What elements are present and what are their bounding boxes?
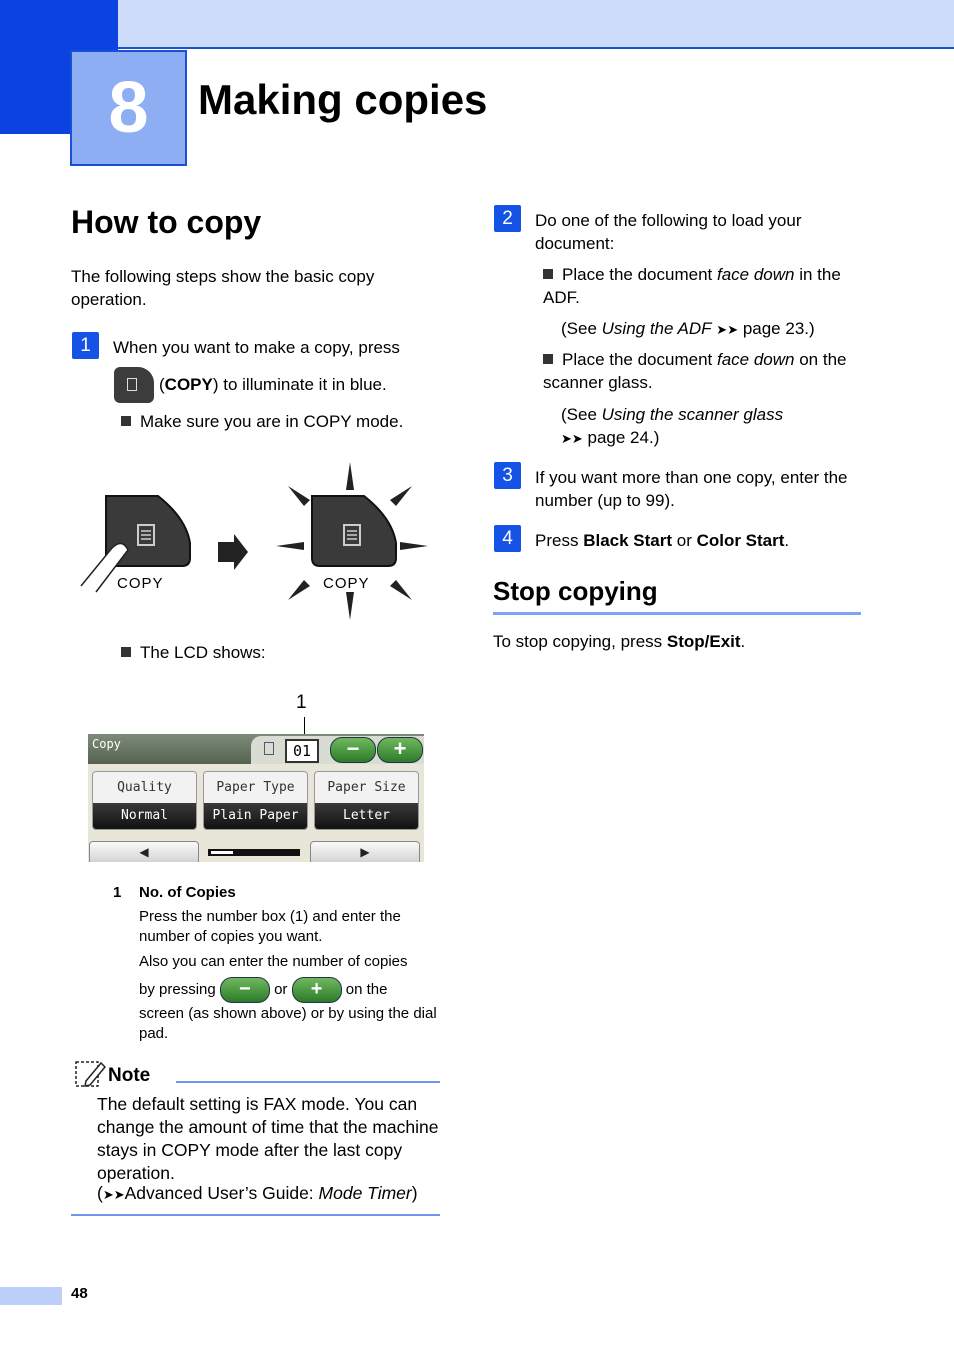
page-number: 48	[71, 1285, 88, 1302]
step-number-1: 1	[72, 332, 99, 359]
note-rule-bottom	[71, 1214, 440, 1216]
double-arrow-icon: ➤➤	[561, 431, 583, 446]
step2-bullet2-ref: (See Using the scanner glass ➤➤ page 24.)	[561, 405, 784, 447]
note-pencil-icon	[74, 1059, 106, 1089]
bullet-square-icon	[543, 269, 553, 279]
step2-bullet2: Place the document face down on the scanner glass.	[543, 350, 847, 392]
step2-bullet1-ref: (See Using the ADF ➤➤ page 23.)	[561, 319, 815, 338]
step-number-3: 3	[494, 462, 521, 489]
minus-button[interactable]: −	[330, 737, 376, 763]
step2-bullet1: Place the document face down in the ADF.	[543, 265, 841, 307]
double-arrow-icon: ➤➤	[716, 322, 739, 337]
lcd-title: Copy	[92, 737, 121, 751]
chapter-number: 8	[70, 50, 187, 166]
step3-text: If you want more than one copy, enter the number (up to 99).	[535, 468, 848, 510]
chapter-title: Making copies	[198, 76, 488, 123]
section-heading-stop-copying: Stop copying	[493, 576, 658, 606]
plus-icon: +	[292, 977, 342, 1003]
legend-line4: screen (as shown above) or by using the dial pad.	[139, 1005, 437, 1042]
stop-copying-text: To stop copying, press Stop/Exit.	[493, 632, 746, 651]
paper-size-option[interactable]: Paper Size Letter	[314, 771, 419, 830]
minus-icon: −	[220, 977, 270, 1003]
legend-number: 1	[113, 884, 122, 901]
double-arrow-icon: ➤➤	[102, 1187, 125, 1202]
copy-label-left: COPY	[117, 575, 164, 592]
header-band	[0, 0, 954, 49]
legend-title: No. of Copies	[139, 884, 236, 901]
copies-number-box[interactable]: 01	[285, 739, 319, 763]
note-title: Note	[108, 1065, 151, 1086]
quality-option[interactable]: Quality Normal	[92, 771, 197, 830]
note-body: The default setting is FAX mode. You can change the amount of time that the machine stays in COPY mode after the last copy operation.	[97, 1094, 439, 1183]
bullet-square-icon	[121, 416, 131, 426]
legend-line2: Also you can enter the number of copies	[139, 953, 408, 970]
scroll-indicator	[208, 849, 300, 856]
step2-text: Do one of the following to load your document:	[535, 211, 802, 253]
legend-line3: by pressing − or + on the	[139, 977, 387, 1003]
step4-text: Press Black Start or Color Start.	[535, 531, 790, 550]
paper-type-option[interactable]: Paper Type Plain Paper	[203, 771, 308, 830]
lcd-screen	[88, 734, 424, 862]
step-number-2: 2	[494, 205, 521, 232]
page-number-bar	[0, 1287, 62, 1305]
step1-text: When you want to make a copy, press	[113, 338, 400, 357]
copy-button-illustration	[76, 458, 436, 623]
document-icon	[264, 742, 274, 755]
scroll-right-button[interactable]: ▶	[310, 841, 420, 862]
step-number-4: 4	[494, 525, 521, 552]
note-rule-top	[176, 1081, 440, 1083]
lcd-bullet: The LCD shows:	[121, 641, 266, 664]
intro-text: The following steps show the basic copy operation.	[71, 267, 375, 309]
bullet-square-icon	[543, 354, 553, 364]
bullet-square-icon	[121, 647, 131, 657]
step1-text-line2: (COPY) to illuminate it in blue.	[159, 375, 387, 394]
section-rule	[493, 612, 861, 615]
plus-button[interactable]: +	[377, 737, 423, 763]
lcd-callout-number: 1	[296, 692, 307, 713]
section-heading-how-to-copy: How to copy	[71, 204, 262, 240]
scroll-left-button[interactable]: ◀	[89, 841, 199, 862]
step1-bullet: Make sure you are in COPY mode.	[121, 410, 403, 433]
copy-label-right: COPY	[323, 575, 370, 592]
copy-button-icon	[114, 367, 154, 403]
legend-line1: Press the number box (1) and enter the number of copies you want.	[139, 908, 401, 945]
note-reference: (➤➤Advanced User’s Guide: Mode Timer)	[97, 1183, 418, 1203]
